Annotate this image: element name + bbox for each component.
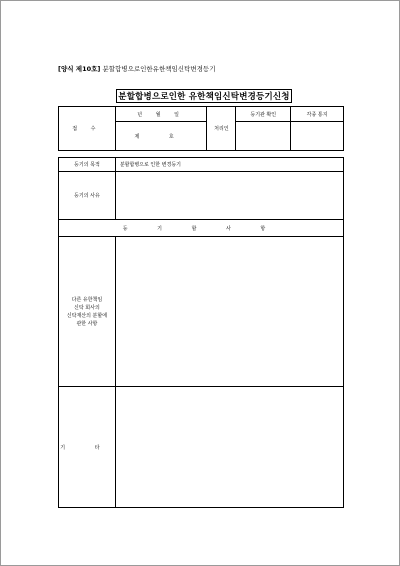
form-title: 분할합병으로인한 유한책임신탁변경등기신청 — [116, 89, 292, 103]
purpose-label: 등기의 목적 — [59, 158, 116, 172]
reception-date-field[interactable]: 년 월 일 — [115, 107, 207, 122]
cause-label: 등기의 사유 — [59, 172, 116, 220]
trust-label-line-3: 신탁재산의 분할에 — [66, 312, 108, 319]
other-label: 기 타 — [59, 387, 116, 508]
reception-table — [58, 106, 344, 151]
form-number-label — [58, 64, 215, 73]
trust-label — [59, 237, 116, 387]
form-number-text: 분할합병으로인한유한책임신탁변경등기 — [102, 65, 216, 73]
registrar-confirm-box[interactable] — [236, 122, 291, 151]
other-value[interactable] — [115, 387, 343, 508]
trust-label-line-2: 신탁 회사의 — [74, 304, 100, 311]
details-table — [58, 157, 344, 508]
trust-value[interactable] — [115, 237, 343, 387]
purpose-value[interactable]: 분할합병으로 인한 변경등기 — [115, 158, 343, 172]
reception-label: 접 수 — [59, 107, 116, 151]
matters-header: 등 기 할 사 항 — [59, 220, 344, 237]
processor-label: 처리인 — [207, 107, 236, 151]
trust-label-line-1: 다른 유한책임 — [71, 296, 103, 303]
cause-value[interactable] — [115, 172, 343, 220]
form-number-tag: [양식 제10호] — [58, 65, 101, 73]
reception-number-field[interactable]: 제 호 — [115, 122, 207, 151]
registrar-confirm-label: 등기관 확인 — [236, 107, 291, 122]
notices-label: 각종 통지 — [291, 107, 344, 122]
notices-box[interactable] — [291, 122, 344, 151]
trust-label-line-4: 관한 사항 — [76, 320, 98, 327]
